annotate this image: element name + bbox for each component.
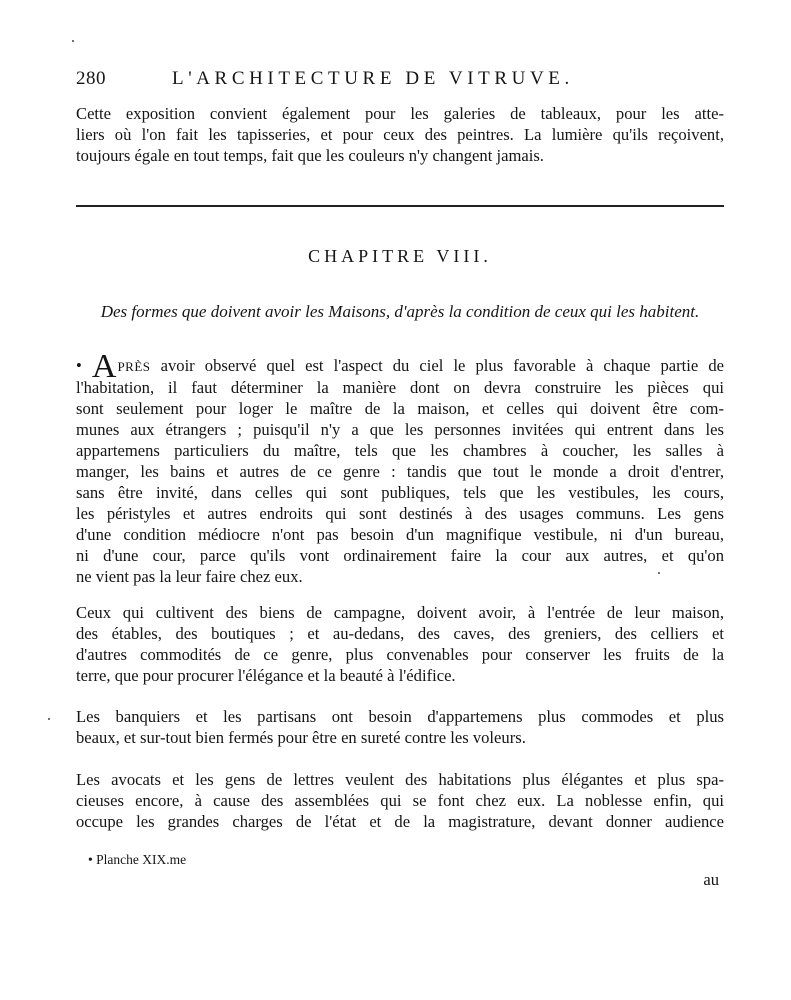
text-line: ni d'une cour, parce qu'ils vont ordinairement faire la cour aux autres, et qu'on — [76, 546, 724, 565]
print-speck — [48, 718, 50, 720]
text-line: l'habitation, il faut déterminer la manière dont on devra construire les pièces qui — [76, 378, 724, 397]
text-line: manger, les bains et autres de ce genre : tandis que tout le monde a droit d'entrer, — [76, 462, 724, 481]
drop-cap: A — [91, 348, 117, 385]
text-line: ne vient pas la leur faire chez eux. — [76, 567, 303, 586]
body-paragraph-4 — [76, 769, 724, 832]
footnote: • Planche XIX.me — [88, 852, 187, 867]
text-line: toujours égale en tout temps, fait que les couleurs n'y changent jamais. — [76, 146, 544, 165]
page-number: 280 — [76, 68, 106, 89]
running-header — [76, 68, 724, 94]
body-paragraph-2 — [76, 602, 724, 686]
text-line: Ceux qui cultivent des biens de campagne, doivent avoir, à l'entrée de leur maison, — [76, 603, 724, 622]
body-paragraph-1 — [76, 348, 724, 587]
text-line: avoir observé quel est l'aspect du ciel le plus favorable à chaque partie de — [150, 356, 724, 375]
first-line — [76, 348, 724, 385]
text-line: d'autres commodités de ce genre, plus convenables pour conserver les fruits de la — [76, 645, 724, 664]
text-line: sans être invité, dans celles qui sont publiques, tels que les vestibules, les cours, — [76, 483, 724, 502]
section-divider — [76, 205, 724, 207]
chapter-title: CHAPITRE VIII. — [308, 246, 492, 266]
catchword: au — [703, 870, 719, 889]
chapter-subtitle: Des formes que doivent avoir les Maisons, d'après la condition de ceux qui les habitent. — [100, 302, 700, 321]
opening-smallcaps: PRÈS — [117, 359, 151, 374]
text-line: Les banquiers et les partisans ont besoin d'appartemens plus commodes et plus — [76, 707, 724, 726]
body-paragraph-3 — [76, 706, 724, 748]
text-line: Les avocats et les gens de lettres veulent des habitations plus élégantes et plus spa- — [76, 770, 724, 789]
text-line: munes aux étrangers ; puisqu'il n'y a que les personnes invitées qui entrent dans les — [76, 420, 724, 439]
text-line: d'une condition médiocre n'ont pas besoin d'un magnifique vestibule, ni d'un bureau, — [76, 525, 724, 544]
text-line: sont seulement pour loger le maître de la maison, et celles qui doivent être com- — [76, 399, 724, 418]
text-line: occupe les grandes charges de l'état et de la magistrature, devant donner audience — [76, 812, 724, 831]
text-line: des étables, des boutiques ; et au-dedans, des caves, des greniers, des celliers et — [76, 624, 724, 643]
print-speck — [72, 40, 74, 42]
text-line: beaux, et sur-tout bien fermés pour être en sureté contre les voleurs. — [76, 728, 526, 747]
text-line: Cette exposition convient également pour les galeries de tableaux, pour les atte- — [76, 104, 724, 123]
text-line: appartemens particuliers du maître, tels que les chambres à coucher, les salles à — [76, 441, 724, 460]
text-line: terre, que pour procurer l'élégance et la beauté à l'édifice. — [76, 666, 456, 685]
intro-paragraph — [76, 103, 724, 166]
running-title: L'ARCHITECTURE DE VITRUVE. — [172, 68, 574, 89]
text-line: cieuses encore, à cause des assemblées qui se font chez eux. La noblesse enfin, qui — [76, 791, 724, 810]
text-line: liers où l'on fait les tapisseries, et pour ceux des peintres. La lumière qu'ils reçoivent, — [76, 125, 724, 144]
footnote-bullet: • — [76, 356, 82, 375]
text-line: les péristyles et autres endroits qui sont destinés à des usages communs. Les gens — [76, 504, 724, 523]
